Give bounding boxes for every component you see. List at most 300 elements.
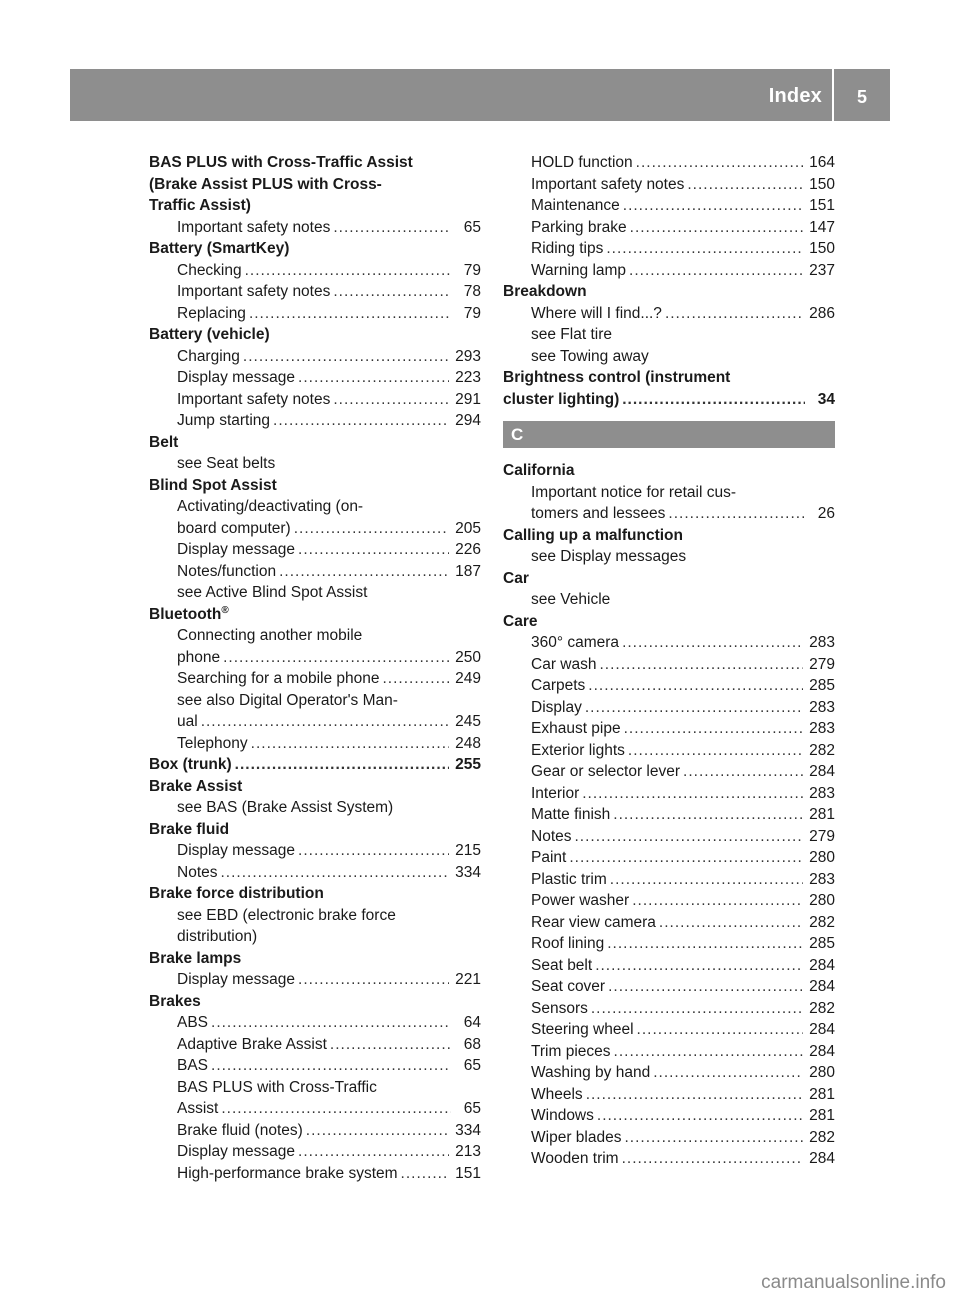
index-heading [149, 475, 481, 497]
entry-label: distribution) [177, 928, 258, 945]
entry-label: High-performance brake system [177, 1164, 398, 1182]
index-heading [503, 460, 835, 482]
index-subentry [149, 582, 481, 604]
dot-leader [668, 503, 805, 525]
page-header [70, 69, 890, 121]
index-subentry[interactable] [503, 826, 835, 848]
entry-label: Display message [177, 971, 296, 988]
page-reference[interactable]: 237 [809, 261, 835, 279]
index-subentry[interactable] [149, 539, 481, 561]
dot-leader [383, 668, 450, 690]
index-heading[interactable] [503, 389, 835, 411]
index-subentry[interactable] [503, 998, 835, 1020]
page-reference[interactable]: 280 [809, 892, 835, 909]
dot-leader [211, 1012, 451, 1034]
dot-leader [245, 260, 451, 282]
entry-label: Gear or selector lever [531, 763, 681, 780]
entry-label: Important safety notes [177, 218, 331, 236]
page-reference[interactable]: 283 [809, 784, 835, 802]
entry-label: Wiper blades [531, 1128, 622, 1146]
entry-label: see Display messages [531, 548, 687, 565]
dot-leader [630, 217, 803, 239]
dot-leader [622, 632, 803, 654]
index-subentry[interactable] [149, 668, 481, 690]
page-reference[interactable]: 283 [809, 698, 835, 716]
index-subentry[interactable] [149, 1098, 481, 1120]
page-reference[interactable]: 283 [809, 720, 835, 737]
page-reference[interactable]: 282 [809, 999, 835, 1017]
page-reference[interactable]: 64 [463, 1014, 481, 1031]
page-reference[interactable]: 150 [809, 240, 835, 257]
entry-label: Power washer [531, 892, 630, 909]
index-subentry[interactable] [503, 174, 835, 196]
dot-leader [201, 711, 449, 733]
index-subentry[interactable] [149, 733, 481, 755]
index-subentry[interactable] [149, 346, 481, 368]
entry-label: Notes/function [177, 562, 277, 580]
entry-label: Car wash [531, 655, 597, 673]
entry-label: Replacing [177, 304, 246, 322]
dot-leader [614, 1041, 804, 1063]
index-column-left [149, 152, 481, 1184]
dot-leader [333, 217, 451, 239]
page-reference[interactable]: 284 [809, 956, 835, 974]
entry-label: HOLD function [531, 154, 633, 171]
entry-label: see Vehicle [531, 591, 611, 608]
page-reference[interactable]: 283 [809, 634, 835, 651]
page-reference[interactable]: 285 [809, 677, 835, 694]
page-reference[interactable]: 164 [809, 154, 835, 171]
dot-leader [221, 862, 450, 884]
index-subentry[interactable] [149, 1055, 481, 1077]
dot-leader [333, 389, 449, 411]
page-number: 5 [856, 87, 867, 107]
index-heading [149, 238, 481, 260]
index-heading [503, 611, 835, 633]
entry-label: tomers and lessees [531, 505, 666, 522]
index-subentry[interactable] [503, 804, 835, 826]
entry-label: Parking brake [531, 218, 627, 236]
entry-label: Belt [149, 433, 179, 451]
entry-label: Brake Assist [149, 777, 243, 795]
entry-label: Calling up a malfunction [503, 526, 683, 544]
dot-leader [273, 410, 449, 432]
dot-leader [687, 174, 803, 196]
page-reference[interactable]: 284 [809, 1021, 835, 1038]
page-reference[interactable]: 282 [809, 741, 835, 759]
index-subentry[interactable] [149, 303, 481, 325]
entry-label: BAS [177, 1057, 209, 1074]
entry-label: Important safety notes [531, 175, 685, 193]
page-reference[interactable]: 282 [809, 913, 835, 931]
header-title: Index [768, 85, 822, 107]
page-reference[interactable]: 147 [809, 218, 835, 236]
entry-label: Charging [177, 347, 240, 365]
index-subentry[interactable] [503, 503, 835, 525]
index-subentry[interactable] [149, 518, 481, 540]
dot-leader [636, 152, 803, 174]
dot-leader [251, 733, 449, 755]
dot-leader [624, 718, 804, 740]
index-subentry[interactable] [503, 675, 835, 697]
index-subentry[interactable] [149, 1141, 481, 1163]
dot-leader [613, 804, 803, 826]
page-reference[interactable]: 282 [809, 1128, 835, 1146]
dot-leader [298, 969, 449, 991]
page-reference[interactable]: 65 [463, 1057, 481, 1074]
index-subentry [503, 589, 835, 611]
entry-label: Sensors [531, 999, 588, 1017]
page-reference[interactable]: 65 [463, 218, 481, 236]
entry-label: phone [177, 648, 221, 666]
entry-label: Traffic Assist) [149, 197, 251, 214]
index-subentry [503, 346, 835, 368]
index-subentry[interactable] [503, 238, 835, 260]
index-subentry[interactable] [149, 840, 481, 862]
page-reference[interactable]: 281 [809, 806, 835, 823]
entry-label: Trim pieces [531, 1042, 611, 1060]
dot-leader [632, 890, 803, 912]
index-subentry[interactable] [503, 955, 835, 977]
page-reference[interactable]: 26 [817, 505, 835, 522]
entry-label: Warning lamp [531, 261, 627, 279]
index-subentry [503, 546, 835, 568]
entry-label: Roof lining [531, 935, 605, 952]
entry-label: Carpets [531, 677, 586, 694]
page-reference[interactable]: 291 [455, 390, 481, 408]
entry-label: Brightness control (instrument [503, 369, 731, 386]
page-reference[interactable]: 79 [463, 304, 481, 322]
index-subentry [149, 496, 481, 518]
page-reference[interactable]: 255 [455, 756, 481, 773]
index-subentry [149, 905, 481, 927]
entry-label: see BAS (Brake Assist System) [177, 799, 394, 816]
page-reference[interactable]: 151 [455, 1164, 481, 1182]
page-reference[interactable]: 245 [455, 713, 481, 730]
index-heading [149, 819, 481, 841]
page-reference[interactable]: 78 [463, 283, 481, 300]
entry-label: Battery (vehicle) [149, 326, 270, 343]
entry-label: Exterior lights [531, 741, 625, 759]
entry-label: Breakdown [503, 283, 587, 300]
index-subentry [503, 324, 835, 346]
entry-label: Display message [177, 842, 296, 859]
index-heading [503, 367, 835, 389]
dot-leader [223, 647, 449, 669]
index-subentry[interactable] [503, 632, 835, 654]
dot-leader [629, 260, 803, 282]
dot-leader [306, 1120, 449, 1142]
entry-label: Brake fluid [149, 820, 230, 838]
page-reference[interactable]: 281 [809, 1085, 835, 1103]
index-subentry[interactable] [503, 1127, 835, 1149]
dot-leader [243, 346, 449, 368]
index-subentry[interactable] [503, 217, 835, 239]
index-heading [149, 604, 481, 626]
dot-leader [569, 847, 803, 869]
entry-label: Important safety notes [177, 283, 331, 300]
index-subentry[interactable] [503, 654, 835, 676]
page-reference[interactable]: 226 [455, 541, 481, 558]
page-reference[interactable]: 281 [809, 1107, 835, 1124]
index-subentry[interactable] [149, 711, 481, 733]
index-subentry[interactable] [503, 933, 835, 955]
page-reference[interactable]: 223 [455, 369, 481, 386]
index-subentry[interactable] [503, 1019, 835, 1041]
entry-label: Brake force distribution [149, 885, 324, 902]
index-subentry[interactable] [503, 890, 835, 912]
entry-label: Brake lamps [149, 949, 242, 967]
dot-leader [683, 761, 803, 783]
page-reference[interactable]: 285 [809, 935, 835, 952]
dot-leader [607, 933, 803, 955]
index-subentry[interactable] [503, 195, 835, 217]
entry-label: Important safety notes [177, 390, 331, 408]
entry-label: Brakes [149, 992, 201, 1010]
entry-label: Where will I find...? [531, 304, 662, 322]
index-subentry[interactable] [503, 761, 835, 783]
page-reference[interactable]: 250 [455, 648, 481, 666]
dot-leader [401, 1163, 450, 1185]
entry-label: ual [177, 713, 198, 730]
entry-label: Searching for a mobile phone [177, 670, 380, 687]
entry-label: Windows [531, 1107, 594, 1124]
dot-leader [221, 1098, 451, 1120]
entry-label: Display message [177, 1143, 296, 1160]
index-subentry[interactable] [503, 718, 835, 740]
entry-label: cluster lighting) [503, 390, 620, 408]
index-subentry[interactable] [503, 1105, 835, 1127]
page-reference[interactable]: 280 [809, 1064, 835, 1081]
dot-leader [624, 1127, 803, 1149]
entry-label: Display message [177, 369, 296, 386]
dot-leader [298, 1141, 449, 1163]
index-heading [149, 174, 481, 196]
index-subentry[interactable] [149, 647, 481, 669]
entry-label: BAS PLUS with Cross-Traffic [177, 1078, 377, 1096]
entry-label: see Active Blind Spot Assist [177, 584, 368, 601]
entry-label: Seat belt [531, 956, 593, 974]
dot-leader [333, 281, 451, 303]
index-subentry[interactable] [503, 1041, 835, 1063]
entry-label: Notes [177, 863, 218, 881]
index-subentry[interactable] [503, 697, 835, 719]
dot-leader [606, 238, 803, 260]
entry-label: Matte finish [531, 806, 611, 823]
entry-label: Blind Spot Assist [149, 476, 277, 494]
index-subentry[interactable] [149, 410, 481, 432]
index-heading [149, 195, 481, 217]
entry-label: Adaptive Brake Assist [177, 1035, 327, 1053]
index-subentry[interactable] [149, 1120, 481, 1142]
entry-label: Assist [177, 1100, 219, 1117]
entry-label: Plastic trim [531, 870, 607, 888]
index-subentry [149, 926, 481, 948]
page-reference[interactable]: 283 [809, 870, 835, 888]
page-reference[interactable]: 249 [455, 670, 481, 687]
index-subentry[interactable] [149, 1012, 481, 1034]
dot-leader [298, 840, 449, 862]
index-subentry[interactable] [503, 1084, 835, 1106]
page-reference[interactable]: 284 [809, 763, 835, 780]
dot-leader [665, 303, 803, 325]
entry-label: Activating/deactivating (on- [177, 498, 364, 515]
entry-label: 360° camera [531, 634, 620, 651]
dot-leader [659, 912, 803, 934]
entry-label: Exhaust pipe [531, 720, 621, 737]
index-subentry[interactable] [149, 969, 481, 991]
dot-leader [653, 1062, 803, 1084]
page-reference[interactable]: 213 [455, 1143, 481, 1160]
dot-leader [622, 1148, 804, 1170]
page-reference[interactable]: 221 [455, 971, 481, 988]
dot-leader [610, 869, 803, 891]
index-heading [149, 883, 481, 905]
entry-label: Washing by hand [531, 1064, 651, 1081]
page-reference[interactable]: 65 [463, 1100, 481, 1117]
index-subentry[interactable] [149, 281, 481, 303]
index-heading [149, 991, 481, 1013]
entry-label: Steering wheel [531, 1021, 634, 1038]
index-heading [149, 948, 481, 970]
page-reference[interactable]: 34 [817, 390, 835, 408]
index-subentry[interactable] [503, 847, 835, 869]
page-reference[interactable]: 150 [809, 175, 835, 193]
entry-label: Display [531, 698, 582, 716]
page-reference[interactable]: 334 [455, 1121, 481, 1139]
watermark: carmanualsonline.info [761, 1272, 946, 1293]
dot-leader [298, 539, 449, 561]
page-reference[interactable]: 284 [809, 1042, 835, 1060]
entry-label: Display message [177, 541, 296, 558]
page-reference[interactable]: 248 [455, 734, 481, 752]
entry-label: Maintenance [531, 197, 620, 214]
entry-label: Riding tips [531, 240, 604, 257]
index-subentry[interactable] [503, 260, 835, 282]
entry-label: see Towing away [531, 347, 649, 365]
index-subentry[interactable] [149, 1034, 481, 1056]
page-reference[interactable]: 334 [455, 863, 481, 881]
index-subentry[interactable] [149, 862, 481, 884]
dot-leader [249, 303, 451, 325]
index-heading [503, 281, 835, 303]
dot-leader [597, 1105, 803, 1127]
dot-leader [595, 955, 803, 977]
dot-leader [575, 826, 804, 848]
dot-leader [588, 675, 803, 697]
index-subentry [149, 690, 481, 712]
index-subentry[interactable] [503, 1062, 835, 1084]
dot-leader [586, 1084, 803, 1106]
dot-leader [582, 783, 803, 805]
dot-leader [591, 998, 803, 1020]
page-reference[interactable]: 294 [455, 412, 481, 429]
entry-label: Important notice for retail cus- [531, 483, 737, 501]
index-subentry [503, 482, 835, 504]
dot-leader [628, 740, 803, 762]
entry-label: (Brake Assist PLUS with Cross- [149, 175, 382, 193]
entry-label: see Flat tire [531, 326, 612, 343]
index-subentry[interactable] [149, 389, 481, 411]
page-reference[interactable]: 280 [809, 849, 835, 866]
index-subentry[interactable] [503, 869, 835, 891]
entry-label: Wooden trim [531, 1150, 619, 1167]
index-subentry[interactable] [149, 260, 481, 282]
registered-mark: ® [221, 604, 229, 616]
entry-label: Brake fluid (notes) [177, 1121, 303, 1139]
entry-label: Telephony [177, 734, 248, 752]
page-reference[interactable]: 284 [809, 978, 835, 995]
dot-leader [294, 518, 449, 540]
index-subentry[interactable] [149, 1163, 481, 1185]
index-subentry[interactable] [503, 1148, 835, 1170]
page-reference[interactable]: 284 [809, 1150, 835, 1167]
entry-label: board computer) [177, 519, 291, 537]
page-reference[interactable]: 187 [455, 562, 481, 580]
index-heading [149, 776, 481, 798]
page-reference[interactable]: 215 [455, 842, 481, 859]
dot-leader [608, 976, 803, 998]
entry-label: see Seat belts [177, 455, 276, 472]
page-reference[interactable]: 79 [463, 261, 481, 279]
entry-label: Bluetooth [149, 605, 222, 623]
page-reference[interactable]: 293 [455, 347, 481, 365]
index-subentry [149, 1077, 481, 1099]
index-subentry[interactable] [503, 783, 835, 805]
entry-label: Connecting another mobile [177, 627, 363, 644]
index-heading[interactable] [149, 754, 481, 776]
entry-label: Checking [177, 261, 242, 279]
index-heading [149, 152, 481, 174]
dot-leader [279, 561, 449, 583]
entry-label: Care [503, 612, 538, 630]
entry-label: Jump starting [177, 412, 271, 429]
index-subentry [149, 625, 481, 647]
entry-label: California [503, 462, 575, 479]
index-subentry [149, 453, 481, 475]
entry-label: Seat cover [531, 978, 606, 995]
index-subentry[interactable] [503, 976, 835, 998]
page-reference[interactable]: 286 [809, 304, 835, 322]
page-reference[interactable]: 279 [809, 827, 835, 845]
index-subentry[interactable] [503, 740, 835, 762]
index-heading [503, 568, 835, 590]
dot-leader [622, 389, 805, 411]
index-subentry [149, 797, 481, 819]
page-reference[interactable]: 151 [809, 197, 835, 214]
index-subentry[interactable] [503, 152, 835, 174]
index-subentry[interactable] [149, 217, 481, 239]
index-heading [149, 324, 481, 346]
entry-label: Interior [531, 784, 580, 802]
index-subentry[interactable] [149, 367, 481, 389]
index-subentry[interactable] [149, 561, 481, 583]
entry-label: Rear view camera [531, 913, 656, 931]
entry-label: see also Digital Operator's Man- [177, 691, 398, 709]
dot-leader [330, 1034, 451, 1056]
dot-leader [599, 654, 803, 676]
dot-leader [211, 1055, 451, 1077]
section-letter-bar [503, 421, 835, 448]
index-subentry[interactable] [503, 303, 835, 325]
entry-label: Battery (SmartKey) [149, 240, 290, 257]
page-reference[interactable]: 205 [455, 519, 481, 537]
entry-label: ABS [177, 1014, 209, 1031]
page-reference[interactable]: 279 [809, 655, 835, 673]
dot-leader [637, 1019, 804, 1041]
index-subentry[interactable] [503, 912, 835, 934]
page-reference[interactable]: 68 [463, 1035, 481, 1053]
